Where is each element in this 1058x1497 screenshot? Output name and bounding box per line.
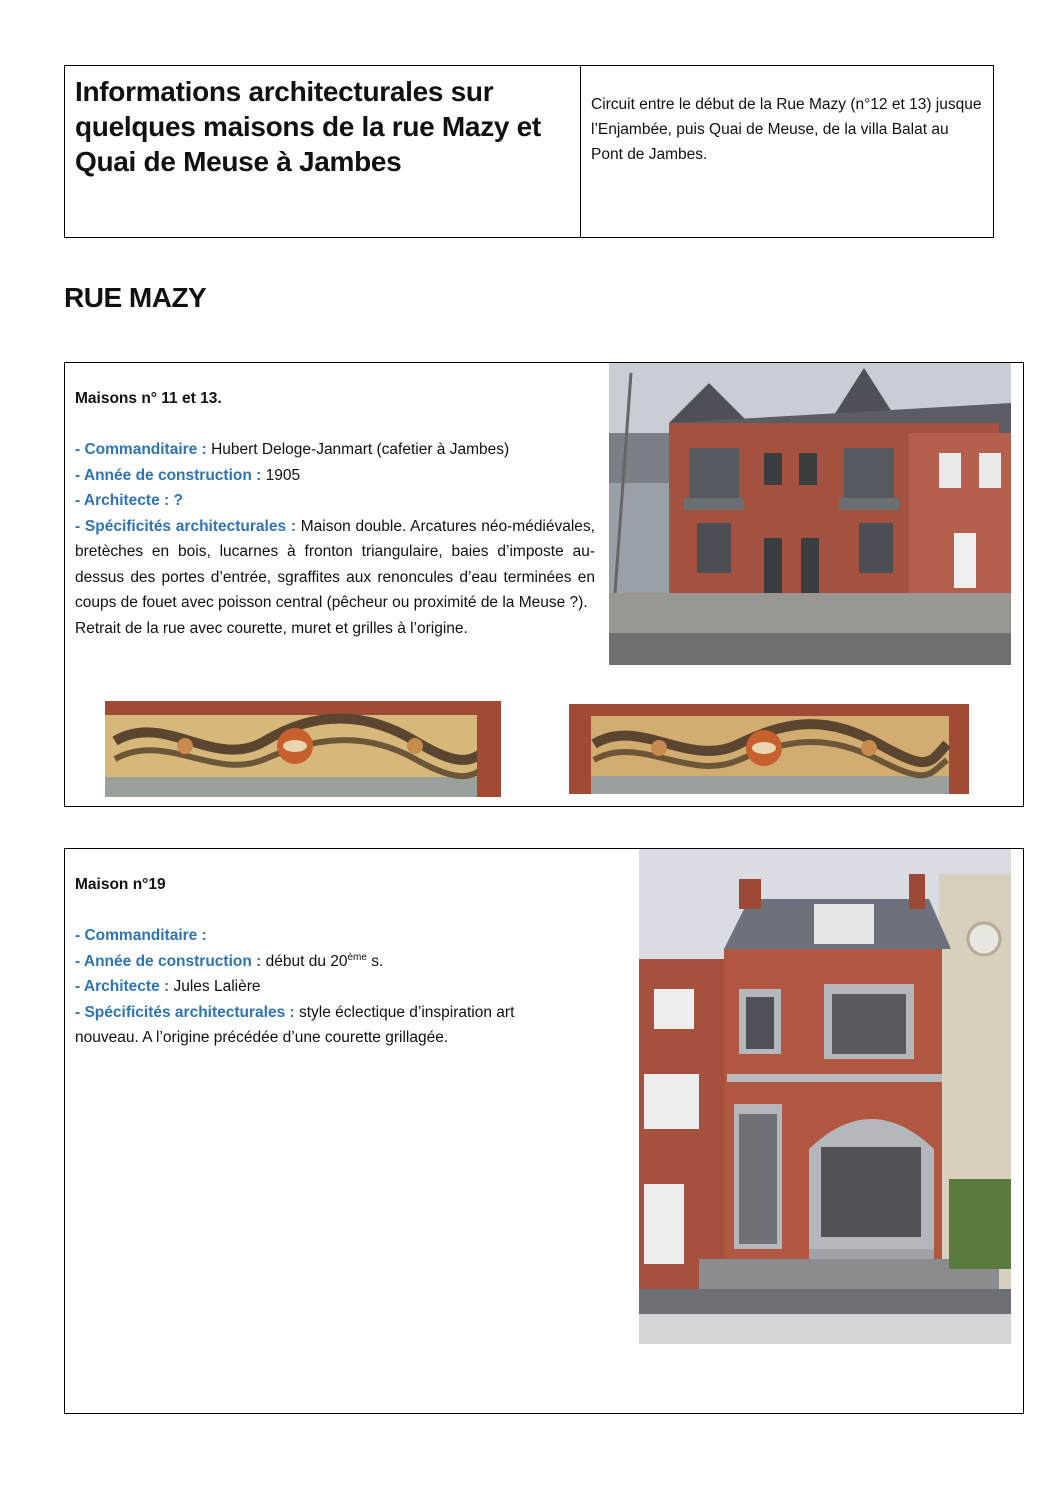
house-info-19: [75, 872, 575, 1051]
annee-label: - Année de construction :: [75, 466, 262, 484]
annee-line: [75, 463, 595, 489]
commanditaire-line: [75, 437, 595, 463]
specificites-value: style éclectique d’inspiration art nouveau. A l’origine précédée d’une courette grillagée.: [75, 1003, 515, 1046]
section-title: RUE MAZY: [64, 282, 207, 313]
commanditaire-label: - Commanditaire :: [75, 441, 207, 458]
house-title: Maison n°19: [75, 876, 166, 893]
architecte-value: Jules Lalière: [173, 978, 261, 995]
header-box: [64, 65, 994, 238]
commanditaire-label: - Commanditaire :: [75, 927, 207, 944]
annee-label: - Année de construction :: [75, 952, 262, 970]
annee-line: [75, 949, 575, 975]
circuit-description: Circuit entre le début de la Rue Mazy (n°12 et 13) jusque l’Enjambée, puis Quai de Meuse, de la villa Balat au Pont de Jambes.: [591, 96, 982, 163]
architecte-line: [75, 974, 575, 1000]
document-title: Informations architecturales sur quelques maisons de la rue Mazy et Quai de Meuse à Jambes: [65, 66, 581, 237]
specificites-line: [75, 514, 595, 616]
annee-suffix: s.: [366, 952, 384, 970]
sgraffito-frieze-left: [105, 701, 501, 797]
annee-sup: ème: [347, 951, 367, 963]
specificites-value: Maison double. Arcatures néo-médiévales, bretèches en bois, lucarnes à fronton triangulaire, baies d’imposte au-dessus des portes d’entrée, sgraffites aux renoncules d’eau terminées en coups de fouet avec poisson central (pêcheur ou proximité de la Meuse ?).: [75, 517, 595, 611]
specificites-line: [75, 1000, 575, 1051]
architecte-label: - Architecte :: [75, 978, 170, 995]
annee-value: 1905: [265, 466, 301, 484]
annee-prefix: début du 20: [265, 952, 348, 970]
house-11-13-photo: [609, 363, 1011, 665]
commanditaire-value: Hubert Deloge-Janmart (cafetier à Jambes): [211, 441, 510, 458]
commanditaire-line: [75, 923, 575, 949]
specificites-label: - Spécificités architecturales :: [75, 517, 296, 535]
house-card-19: [64, 848, 1024, 1414]
architecte-line: [75, 488, 595, 514]
house-title: Maisons n° 11 et 13.: [75, 390, 222, 407]
house-card-11-13: [64, 362, 1024, 807]
extra-line: Retrait de la rue avec courette, muret et grilles à l’origine.: [75, 619, 468, 637]
specificites-label: - Spécificités architecturales :: [75, 1003, 295, 1021]
house-info-11-13: [75, 386, 595, 641]
architecte-label: - Architecte : ?: [75, 492, 183, 509]
sgraffito-frieze-right: [569, 704, 969, 794]
house-19-photo: [639, 849, 1011, 1344]
